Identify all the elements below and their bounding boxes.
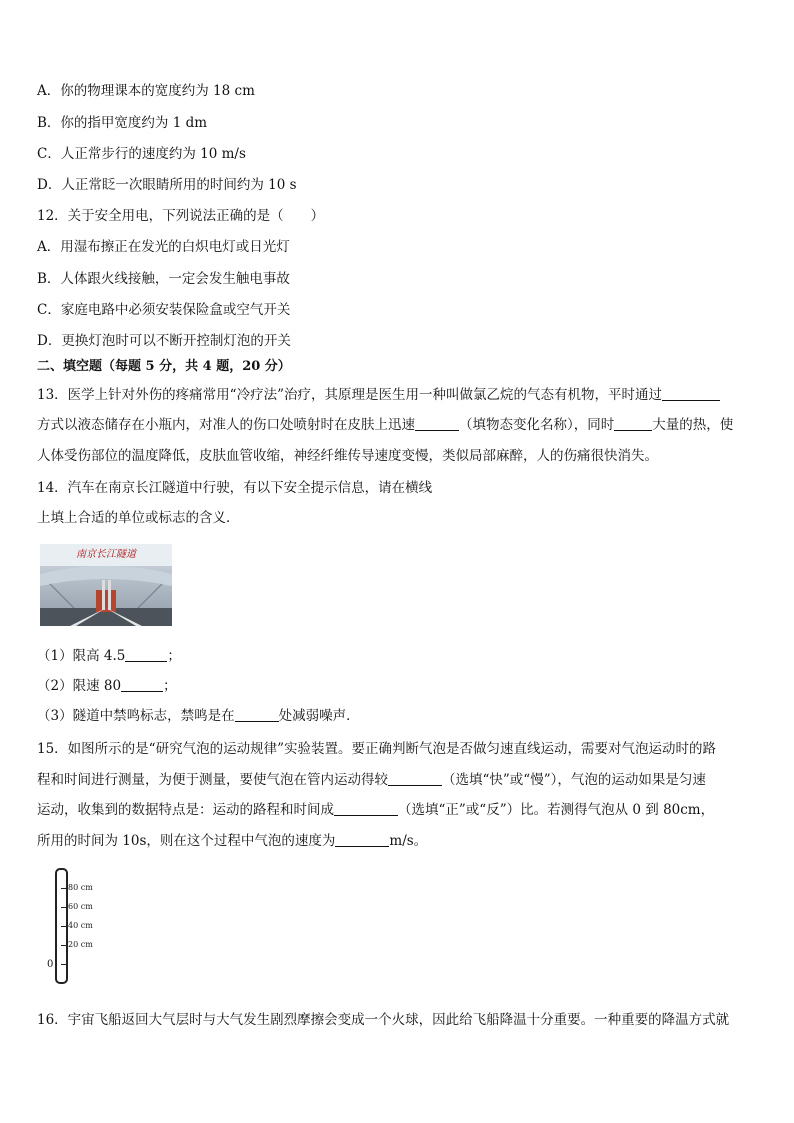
q15-text-2a: 程和时间进行测量，为便于测量，要使气泡在管内运动得较	[37, 772, 388, 788]
q13-text-1: 13．医学上针对外伤的疼痛常用“冷疗法”治疗，其原理是医生用一种叫做氯乙烷的气态有机物，平时通过	[37, 387, 662, 403]
q15-text-2b: （选填“快”或“慢”），气泡的运动如果是匀速	[442, 772, 706, 788]
scale-tick	[61, 907, 67, 908]
q12-option-d: D．更换灯泡时可以不断开控制灯泡的开关	[37, 333, 291, 349]
q12-option-c: C．家庭电路中必须安装保险盒或空气开关	[37, 302, 291, 318]
section-heading: 二、填空题（每题 5 分，共 4 题，20 分）	[37, 359, 291, 374]
q15-text-3b: （选填“正”或“反”）比。若测得气泡从 0 到 80cm，	[398, 802, 715, 818]
q15-text-4b: m/s。	[389, 833, 428, 849]
answer-blank[interactable]	[334, 801, 398, 816]
scale-tick	[61, 926, 67, 927]
answer-blank[interactable]	[388, 771, 442, 786]
q15-line3	[37, 800, 714, 820]
scale-label-40: 40 cm	[68, 921, 93, 930]
q13-text-3: （填物态变化名称），同时	[459, 417, 615, 433]
scale-tick	[61, 964, 67, 965]
q13-line3: 人体受伤部位的温度降低，皮肤血管收缩，神经纤维传导速度变慢，类似局部麻醉，人的伤痛很快消失。	[37, 448, 658, 464]
q12-option-b: B．人体跟火线接触，一定会发生触电事故	[37, 271, 290, 287]
q13-line2	[37, 415, 733, 435]
answer-blank[interactable]	[235, 707, 279, 722]
q15-text-3a: 运动，收集到的数据特点是：运动的路程和时间成	[37, 802, 334, 818]
q14-sub3-end: 处减弱噪声．	[278, 708, 360, 724]
scale-tick	[61, 945, 67, 946]
q15-text-4a: 所用的时间为 10s，则在这个过程中气泡的速度为	[37, 833, 336, 849]
q16-line1: 16．宇宙飞船返回大气层时与大气发生剧烈摩擦会变成一个火球，因此给飞船降温十分重要。一种重要的降温方式就	[37, 1012, 730, 1028]
answer-blank[interactable]	[121, 677, 163, 692]
q14-line1: 14．汽车在南京长江隧道中行驶，有以下安全提示信息，请在横线	[37, 480, 433, 496]
answer-blank[interactable]	[335, 832, 389, 847]
q11-option-a: A．你的物理课本的宽度约为 18 cm	[37, 83, 255, 99]
q11-option-d: D．人正常眨一次眼睛所用的时间约为 10 s	[37, 177, 297, 193]
tunnel-sign: 南京长江隧道	[40, 544, 172, 566]
q14-sub1-end: ；	[167, 648, 181, 664]
q13-text-4: 大量的热，使	[652, 417, 734, 433]
q15-line4	[37, 831, 427, 851]
q14-line2: 上填上合适的单位或标志的含义．	[37, 510, 240, 526]
tunnel-photo	[40, 544, 172, 626]
q14-sub2-end: ；	[163, 678, 177, 694]
scale-label-20: 20 cm	[68, 940, 93, 949]
q15-line1: 15．如图所示的是“研究气泡的运动规律”实验装置。要正确判断气泡是否做匀速直线运动，需要对气泡运动时的路	[37, 741, 716, 757]
q14-sub2	[37, 676, 177, 696]
q14-sub1-text: （1）限高 4.5	[37, 648, 126, 664]
q11-option-c: C．人正常步行的速度约为 10 m/s	[37, 146, 246, 162]
q15-line2	[37, 770, 706, 790]
q12-option-a: A．用湿布擦正在发光的白炽电灯或日光灯	[37, 239, 290, 255]
q12-stem: 12．关于安全用电，下列说法正确的是（ ）	[37, 208, 325, 224]
q14-sub3-text: （3）隧道中禁鸣标志，禁鸣是在	[37, 708, 235, 724]
answer-blank[interactable]	[125, 647, 167, 662]
scale-zero-label: 0	[47, 959, 54, 970]
q14-sub2-text: （2）限速 80	[37, 678, 122, 694]
answer-blank[interactable]	[415, 416, 459, 431]
q14-sub1	[37, 646, 181, 666]
answer-blank[interactable]	[662, 386, 720, 401]
q13-line1	[37, 385, 720, 405]
scale-tick	[61, 888, 67, 889]
scale-label-60: 60 cm	[68, 902, 93, 911]
q14-sub3	[37, 706, 360, 726]
scale-label-80: 80 cm	[68, 883, 93, 892]
tunnel-illustration	[40, 544, 172, 626]
answer-blank[interactable]	[614, 416, 652, 431]
q11-option-b: B．你的指甲宽度约为 1 dm	[37, 115, 208, 131]
q13-text-2: 方式以液态储存在小瓶内，对准人的伤口处喷射时在皮肤上迅速	[37, 417, 415, 433]
